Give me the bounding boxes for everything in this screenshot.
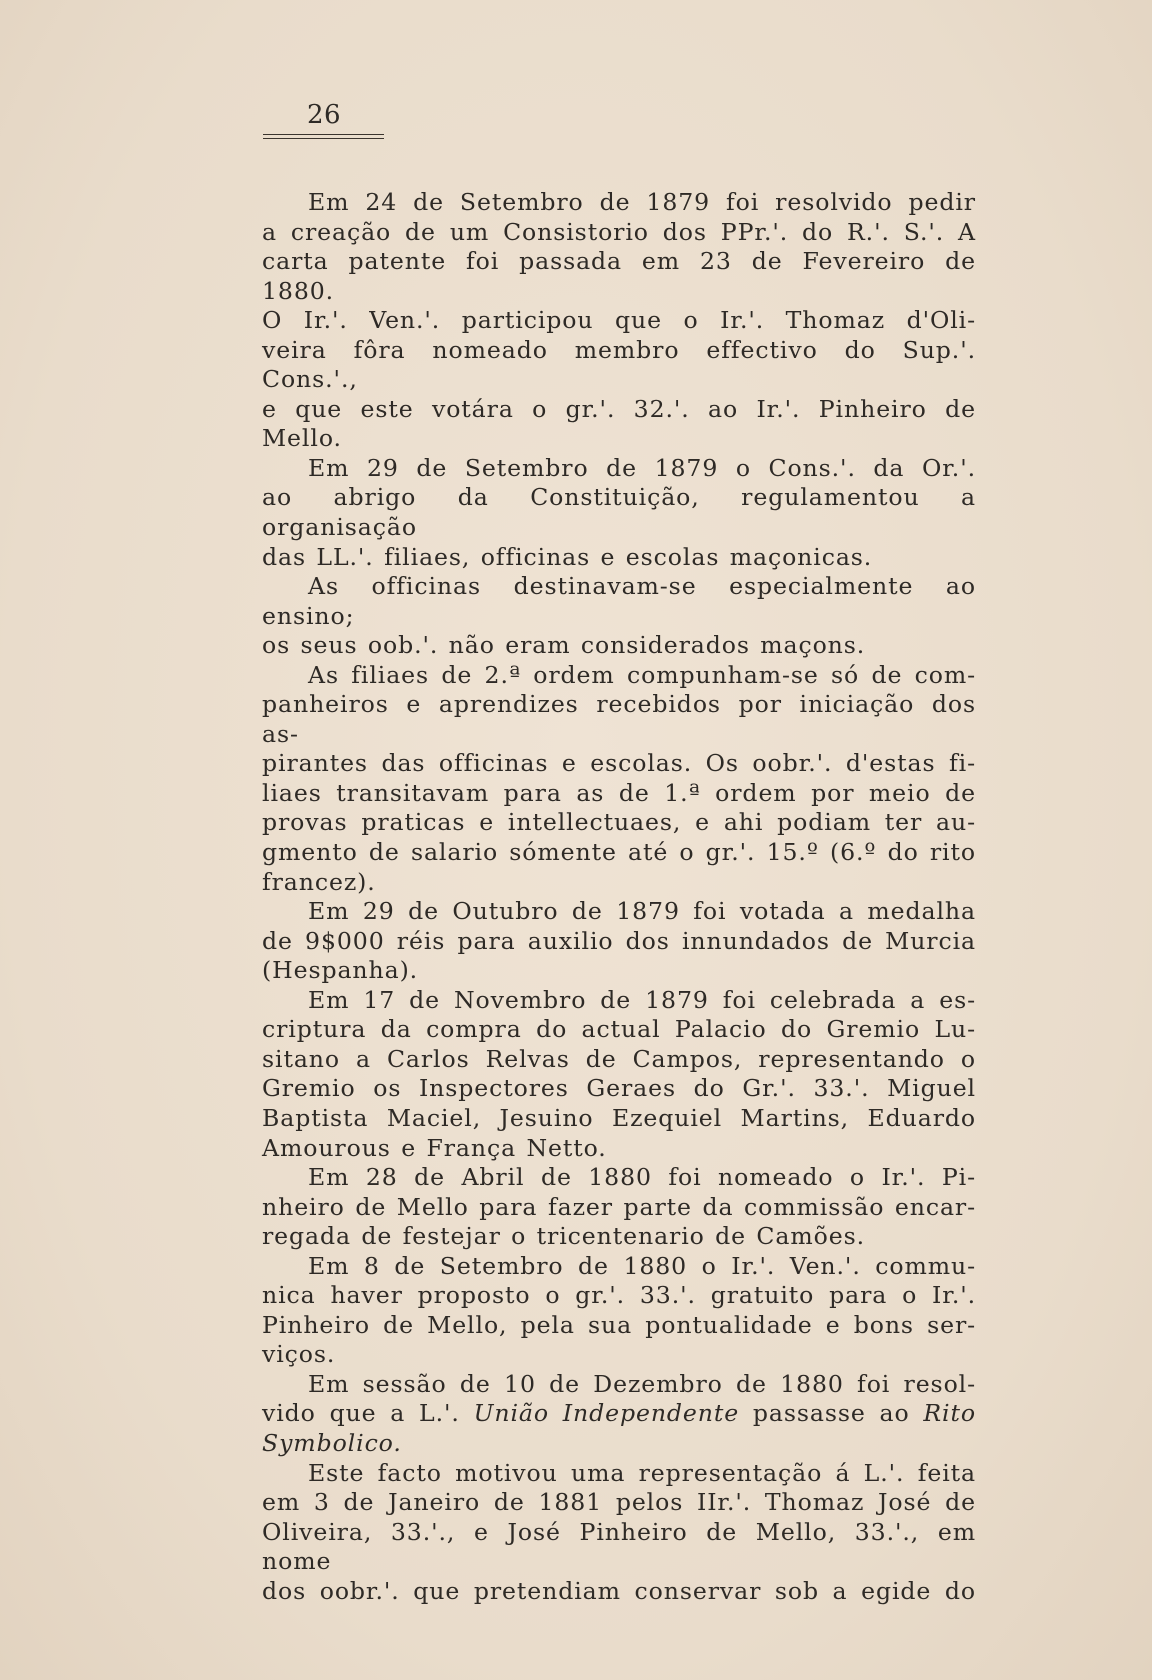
text-segment: . bbox=[393, 1428, 402, 1457]
text-line: Em 29 de Setembro de 1879 o Cons.'. da Or.'. bbox=[308, 453, 976, 482]
text-line: nica haver proposto o gr.'. 33.'. gratuito para o Ir.'. bbox=[262, 1281, 976, 1310]
text-line: dos oobr.'. que pretendiam conservar sob a egide do bbox=[262, 1576, 976, 1605]
text-line: gmento de salario sómente até o gr.'. 15.º (6.º do rito bbox=[262, 838, 976, 867]
text-line: a creação de um Consistorio dos PPr.'. do R.'. S.'. A bbox=[262, 217, 976, 246]
text-segment: vido que a L.'. bbox=[262, 1399, 474, 1428]
text-line: As filiaes de 2.ª ordem compunham-se só de com- bbox=[308, 660, 976, 689]
lodge-name: União Independente bbox=[473, 1399, 740, 1428]
paragraph-filiaes bbox=[262, 661, 976, 897]
text-line: Pinheiro de Mello, pela sua pontualidade e bons ser- bbox=[262, 1310, 976, 1339]
text-line: Em sessão de 10 de Dezembro de 1880 foi resol- bbox=[308, 1369, 976, 1398]
text-line: viços. bbox=[262, 1340, 336, 1369]
text-line: os seus oob.'. não eram considerados maçons. bbox=[262, 631, 866, 660]
page-number: 26 bbox=[307, 100, 342, 130]
paragraph-officinas bbox=[262, 572, 976, 661]
text-line: pirantes das officinas e escolas. Os oobr.'. d'estas fi- bbox=[262, 749, 976, 778]
text-line: veira fôra nomeado membro effectivo do Sup.'. Cons.'., bbox=[262, 335, 976, 394]
text-line: Em 17 de Novembro de 1879 foi celebrada a es- bbox=[308, 985, 976, 1014]
page-number-rule-upper bbox=[263, 134, 384, 135]
rite-name-part: Rito bbox=[923, 1399, 976, 1428]
text-line: Em 24 de Setembro de 1879 foi resolvido pedir bbox=[308, 188, 976, 216]
text-line: Em 29 de Outubro de 1879 foi votada a medalha bbox=[308, 897, 976, 926]
paragraph-regulamento bbox=[262, 454, 976, 572]
text-line: liaes transitavam para as de 1.ª ordem por meio de bbox=[262, 778, 976, 807]
text-line: nheiro de Mello para fazer parte da commissão encar- bbox=[262, 1192, 976, 1221]
text-line: As officinas destinavam-se especialmente ao ensino; bbox=[262, 572, 976, 630]
paragraph-camoes bbox=[262, 1163, 976, 1252]
text-line: carta patente foi passada em 23 de Fevereiro de 1880. bbox=[262, 247, 976, 305]
text-line: e que este votára o gr.'. 32.'. ao Ir.'. Pinheiro de bbox=[262, 394, 976, 423]
rite-name-part: Symbolico bbox=[262, 1428, 394, 1457]
text-line: panheiros e aprendizes recebidos por iniciação dos as- bbox=[262, 690, 976, 748]
text-line: (Hespanha). bbox=[262, 956, 419, 985]
paragraph-representacao bbox=[262, 1459, 976, 1607]
paragraph-medalha bbox=[262, 897, 976, 986]
paragraph-consistorio bbox=[262, 188, 976, 454]
text-line: Gremio os Inspectores Geraes do Gr.'. 33.'. Miguel bbox=[262, 1074, 976, 1103]
text-line: criptura da compra do actual Palacio do Gremio Lu- bbox=[262, 1015, 976, 1044]
body-text bbox=[262, 188, 976, 1606]
page-number-rule-lower bbox=[263, 138, 384, 139]
text-line: Este facto motivou uma representação á L.'. feita bbox=[308, 1458, 976, 1487]
text-line bbox=[262, 1399, 976, 1429]
text-line: em 3 de Janeiro de 1881 pelos IIr.'. Thomaz José de bbox=[262, 1488, 976, 1517]
text-line: das LL.'. filiaes, officinas e escolas maçonicas. bbox=[262, 542, 873, 571]
text-line bbox=[262, 1429, 976, 1459]
text-line: Em 8 de Setembro de 1880 o Ir.'. Ven.'. commu- bbox=[308, 1251, 976, 1280]
paragraph-rito-symbolico bbox=[262, 1370, 976, 1459]
text-line: de 9$000 réis para auxilio dos innundados de Murcia bbox=[262, 926, 976, 955]
text-line: provas praticas e intellectuaes, e ahi podiam ter au- bbox=[262, 808, 976, 837]
text-line: Baptista Maciel, Jesuino Ezequiel Martins, Eduardo bbox=[262, 1103, 976, 1132]
text-line: francez). bbox=[262, 867, 376, 896]
paragraph-gratuito bbox=[262, 1252, 976, 1370]
text-line: Em 28 de Abril de 1880 foi nomeado o Ir.'. Pi- bbox=[308, 1163, 976, 1192]
text-line: Amourous e França Netto. bbox=[262, 1133, 607, 1162]
text-line: O Ir.'. Ven.'. participou que o Ir.'. Thomaz d'Oli- bbox=[262, 306, 976, 335]
text-line: Oliveira, 33.'., e José Pinheiro de Mello, 33.'., em nome bbox=[262, 1517, 976, 1576]
text-segment: passasse ao bbox=[739, 1399, 924, 1428]
text-line: regada de festejar o tricentenario de Camões. bbox=[262, 1222, 866, 1251]
text-line: ao abrigo da Constituição, regulamentou a organisação bbox=[262, 483, 976, 542]
text-line: sitano a Carlos Relvas de Campos, representando o bbox=[262, 1044, 976, 1073]
paragraph-palacio bbox=[262, 986, 976, 1163]
text-line: Mello. bbox=[262, 424, 342, 453]
